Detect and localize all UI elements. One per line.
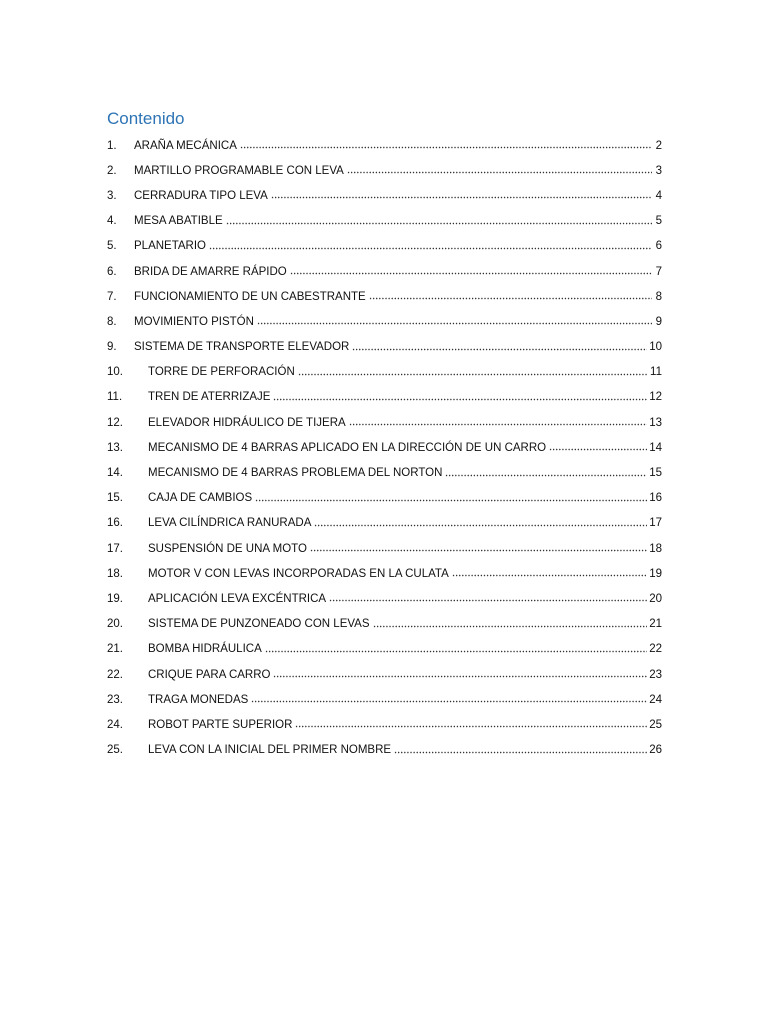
toc-entry[interactable] xyxy=(107,712,662,737)
toc-entry-page-number[interactable]: 23 xyxy=(649,668,662,681)
toc-entry-page-number[interactable]: 11 xyxy=(650,366,662,379)
toc-entry[interactable] xyxy=(107,511,662,536)
dot-leader xyxy=(251,696,647,708)
toc-entry-title[interactable]: LEVA CON LA INICIAL DEL PRIMER NOMBRE xyxy=(148,744,392,757)
dot-leader xyxy=(314,519,647,531)
toc-entry-page-number[interactable]: 7 xyxy=(655,265,662,278)
dot-leader xyxy=(352,343,647,355)
dot-leader xyxy=(394,746,647,758)
toc-entry-number: 5. xyxy=(107,240,117,253)
dot-leader xyxy=(209,242,652,254)
table-of-contents xyxy=(107,133,662,763)
toc-entry-number: 16. xyxy=(107,517,123,530)
toc-entry[interactable] xyxy=(107,259,662,284)
dot-leader xyxy=(452,570,647,582)
dot-leader xyxy=(273,671,647,683)
toc-entry-title[interactable]: SISTEMA DE PUNZONEADO CON LEVAS xyxy=(148,618,370,631)
dot-leader xyxy=(329,595,647,607)
toc-entry-title[interactable]: TREN DE ATERRIZAJE xyxy=(148,391,271,404)
toc-entry-number: 11. xyxy=(107,391,123,404)
dot-leader xyxy=(255,494,647,506)
toc-entry-title[interactable]: SUSPENSIÓN DE UNA MOTO xyxy=(148,542,307,555)
toc-entry[interactable] xyxy=(107,612,662,637)
toc-entry-title[interactable]: MARTILLO PROGRAMABLE CON LEVA xyxy=(134,164,344,177)
toc-entry-title[interactable]: TRAGA MONEDAS xyxy=(148,693,249,706)
toc-entry-title[interactable]: ROBOT PARTE SUPERIOR xyxy=(148,718,293,731)
toc-entry-title[interactable]: MECANISMO DE 4 BARRAS PROBLEMA DEL NORTON xyxy=(148,467,443,480)
toc-entry-number: 14. xyxy=(107,467,123,480)
toc-entry[interactable] xyxy=(107,234,662,259)
dot-leader xyxy=(298,368,648,380)
toc-entry[interactable] xyxy=(107,586,662,611)
toc-entry-page-number[interactable]: 26 xyxy=(649,744,662,757)
toc-entry[interactable] xyxy=(107,435,662,460)
toc-entry-number: 10. xyxy=(107,366,123,379)
toc-entry-number: 21. xyxy=(107,643,123,656)
toc-entry-title[interactable]: MECANISMO DE 4 BARRAS APLICADO EN LA DIRECCIÓN DE UN CARRO xyxy=(148,441,547,454)
toc-entry-title[interactable]: APLICACIÓN LEVA EXCÉNTRICA xyxy=(148,592,327,605)
toc-entry-number: 15. xyxy=(107,492,123,505)
toc-entry-title[interactable]: SISTEMA DE TRANSPORTE ELEVADOR xyxy=(134,341,350,354)
toc-entry[interactable] xyxy=(107,486,662,511)
toc-entry-title[interactable]: FUNCIONAMIENTO DE UN CABESTRANTE xyxy=(134,290,366,303)
toc-entry-page-number[interactable]: 12 xyxy=(649,391,662,404)
toc-entry-page-number[interactable]: 24 xyxy=(649,693,662,706)
dot-leader xyxy=(445,469,647,481)
toc-entry-page-number[interactable]: 20 xyxy=(649,592,662,605)
toc-entry-title[interactable]: MOTOR V CON LEVAS INCORPORADAS EN LA CULATA xyxy=(148,567,449,580)
toc-entry-title[interactable]: ELEVADOR HIDRÁULICO DE TIJERA xyxy=(148,416,346,429)
toc-entry[interactable] xyxy=(107,687,662,712)
toc-entry[interactable] xyxy=(107,410,662,435)
toc-entry-page-number[interactable]: 4 xyxy=(655,189,662,202)
dot-leader xyxy=(347,167,652,179)
toc-entry-title[interactable]: ARAÑA MECÁNICA xyxy=(134,139,237,152)
toc-entry[interactable] xyxy=(107,460,662,485)
toc-entry-page-number[interactable]: 14 xyxy=(649,441,662,454)
toc-entry-page-number[interactable]: 17 xyxy=(649,517,662,530)
toc-entry-page-number[interactable]: 2 xyxy=(655,139,662,152)
toc-entry-page-number[interactable]: 16 xyxy=(649,492,662,505)
toc-entry-number: 22. xyxy=(107,668,123,681)
toc-entry-number: 24. xyxy=(107,718,123,731)
toc-entry-page-number[interactable]: 13 xyxy=(649,416,662,429)
toc-entry-number: 25. xyxy=(107,744,123,757)
toc-entry[interactable] xyxy=(107,183,662,208)
toc-entry-number: 9. xyxy=(107,341,117,354)
toc-entry-number: 18. xyxy=(107,567,123,580)
toc-entry-page-number[interactable]: 21 xyxy=(649,618,662,631)
toc-entry-page-number[interactable]: 25 xyxy=(649,718,662,731)
dot-leader xyxy=(373,620,648,632)
toc-entry-title[interactable]: MESA ABATIBLE xyxy=(134,215,223,228)
toc-entry-number: 1. xyxy=(107,139,117,152)
dot-leader xyxy=(226,217,652,229)
toc-entry[interactable] xyxy=(107,662,662,687)
toc-entry-number: 19. xyxy=(107,592,123,605)
toc-entry-number: 4. xyxy=(107,215,117,228)
dot-leader xyxy=(349,419,648,431)
toc-entry[interactable] xyxy=(107,536,662,561)
toc-entry-number: 3. xyxy=(107,189,117,202)
toc-entry[interactable] xyxy=(107,133,662,158)
toc-entry-title[interactable]: LEVA CILÍNDRICA RANURADA xyxy=(148,517,312,530)
toc-entry-number: 6. xyxy=(107,265,117,278)
toc-entry[interactable] xyxy=(107,738,662,763)
toc-entry-page-number[interactable]: 22 xyxy=(649,643,662,656)
toc-entry-number: 20. xyxy=(107,618,123,631)
toc-entry[interactable] xyxy=(107,209,662,234)
toc-entry-number: 7. xyxy=(107,290,117,303)
dot-leader xyxy=(290,268,652,280)
toc-entry[interactable] xyxy=(107,637,662,662)
toc-entry-title[interactable]: BOMBA HIDRÁULICA xyxy=(148,643,262,656)
toc-entry-page-number[interactable]: 5 xyxy=(655,215,662,228)
toc-heading: Contenido xyxy=(107,109,185,128)
toc-entry-number: 8. xyxy=(107,315,117,328)
toc-entry-page-number[interactable]: 15 xyxy=(649,467,662,480)
toc-entry-number: 13. xyxy=(107,441,123,454)
toc-entry-page-number[interactable]: 10 xyxy=(649,341,662,354)
toc-entry-number: 2. xyxy=(107,164,117,177)
dot-leader xyxy=(369,293,652,305)
toc-entry-page-number[interactable]: 6 xyxy=(655,240,662,253)
dot-leader xyxy=(265,645,647,657)
toc-entry[interactable] xyxy=(107,561,662,586)
toc-entry-page-number[interactable]: 8 xyxy=(655,290,662,303)
toc-entry-title[interactable]: CERRADURA TIPO LEVA xyxy=(134,189,268,202)
toc-entry-title[interactable]: CRIQUE PARA CARRO xyxy=(148,668,271,681)
toc-entry-page-number[interactable]: 9 xyxy=(655,315,662,328)
toc-entry-page-number[interactable]: 18 xyxy=(649,542,662,555)
toc-entry-page-number[interactable]: 19 xyxy=(649,567,662,580)
dot-leader xyxy=(310,545,647,557)
toc-entry[interactable] xyxy=(107,360,662,385)
toc-entry-title[interactable]: TORRE DE PERFORACIÓN xyxy=(148,366,295,379)
toc-entry[interactable] xyxy=(107,284,662,309)
toc-entry-number: 12. xyxy=(107,416,123,429)
dot-leader xyxy=(273,393,647,405)
dot-leader xyxy=(240,142,652,154)
toc-entry[interactable] xyxy=(107,385,662,410)
toc-entry-number: 17. xyxy=(107,542,123,555)
toc-entry-title[interactable]: BRIDA DE AMARRE RÁPIDO xyxy=(134,265,287,278)
toc-entry[interactable] xyxy=(107,335,662,360)
toc-entry-title[interactable]: CAJA DE CAMBIOS xyxy=(148,492,253,505)
dot-leader xyxy=(295,721,647,733)
dot-leader xyxy=(549,444,647,456)
toc-entry[interactable] xyxy=(107,158,662,183)
dot-leader xyxy=(257,318,652,330)
toc-entry-title[interactable]: PLANETARIO xyxy=(134,240,206,253)
dot-leader xyxy=(271,192,652,204)
toc-entry[interactable] xyxy=(107,309,662,334)
toc-entry-number: 23. xyxy=(107,693,123,706)
toc-entry-title[interactable]: MOVIMIENTO PISTÓN xyxy=(134,315,254,328)
toc-entry-page-number[interactable]: 3 xyxy=(655,164,662,177)
